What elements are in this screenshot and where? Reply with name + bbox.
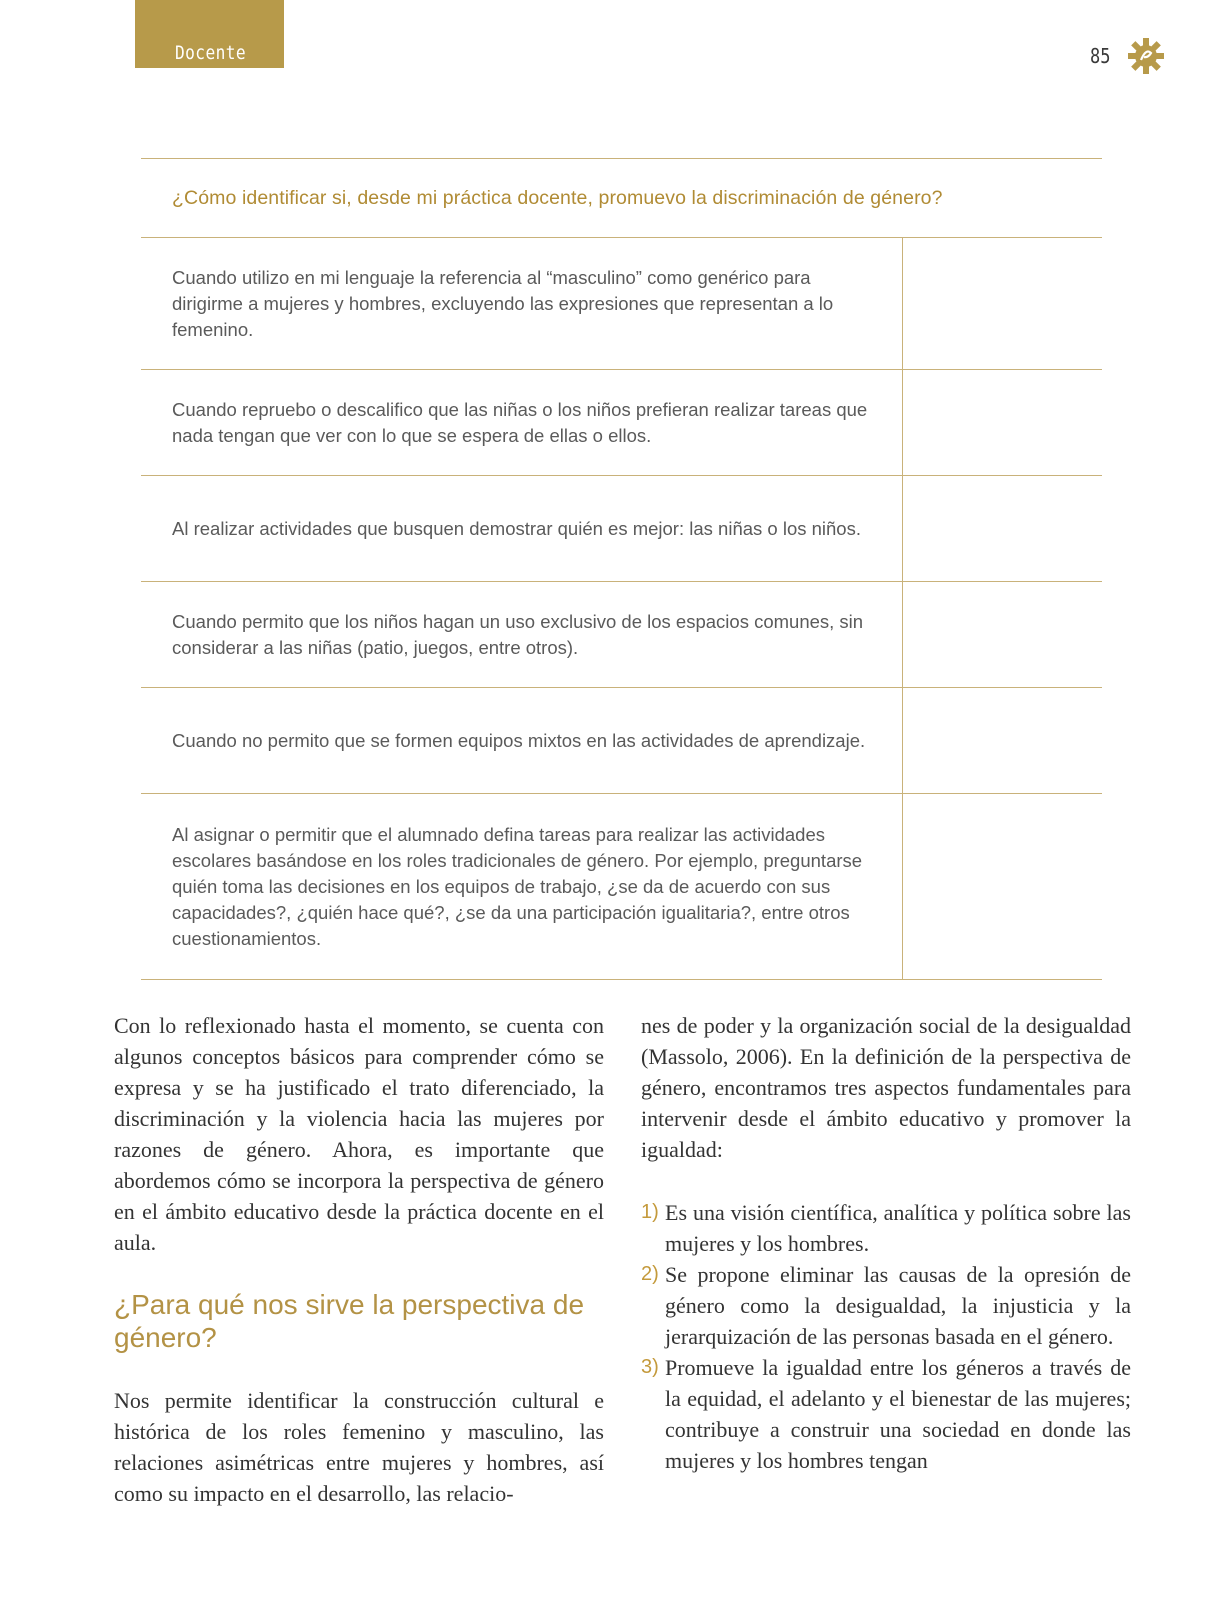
section-label: Docente	[175, 42, 247, 64]
table-cell-empty	[903, 582, 1102, 687]
table-row	[141, 688, 1102, 794]
table-row	[141, 582, 1102, 688]
list-number: 3)	[641, 1356, 659, 1378]
list-item	[641, 1352, 1131, 1476]
section-subheading: ¿Para qué nos sirve la perspectiva de género?	[114, 1289, 585, 1353]
aspects-list	[641, 1197, 1131, 1476]
table-cell-empty	[903, 476, 1102, 581]
intro-paragraph: Con lo reflexionado hasta el momento, se cuenta con algunos conceptos básicos para comprender cómo se expresa y se ha justificado el trato diferenciado, la discriminación y la violencia hacia las mujeres por razones de género. Ahora, es importante que abordemos cómo se incorpora la perspectiva de género en el ámbito educativo desde la práctica docente en el aula.	[114, 1013, 604, 1255]
table-row	[141, 370, 1102, 476]
table-cell-empty	[903, 370, 1102, 475]
table-cell-empty	[903, 688, 1102, 793]
list-item	[641, 1259, 1131, 1352]
list-text: Es una visión científica, analítica y política sobre las mujeres y los hombres.	[665, 1200, 1131, 1256]
table-cell-text: Al asignar o permitir que el alumnado defina tareas para realizar las actividades escolares basándose en los roles tradicionales de género. Por ejemplo, preguntarse quién toma las decisiones en los equipos de trabajo, ¿se da de acuerdo con sus capacidades?, ¿quién hace qué?, ¿se da una participación igualitaria?, entre otros cuestionamientos.	[141, 794, 903, 979]
table-row	[141, 476, 1102, 582]
section-tab	[135, 0, 284, 68]
gear-icon	[1126, 36, 1166, 76]
table-title: ¿Cómo identificar si, desde mi práctica docente, promuevo la discriminación de género?	[172, 186, 943, 209]
table-cell-empty	[903, 238, 1102, 369]
checklist-table	[141, 158, 1102, 980]
list-text: Promueve la igualdad entre los géneros a través de la equidad, el adelanto y el bienestar de las mujeres; contribuye a construir una sociedad en donde las mujeres y los hombres tengan	[665, 1355, 1131, 1473]
table-cell-text: Cuando permito que los niños hagan un uso exclusivo de los espacios comunes, sin considerar a las niñas (patio, juegos, entre otros).	[141, 582, 903, 687]
table-row	[141, 794, 1102, 980]
table-header	[141, 158, 1102, 238]
table-cell-text: Cuando no permito que se formen equipos mixtos en las actividades de aprendizaje.	[141, 688, 903, 793]
table-cell-empty	[903, 794, 1102, 979]
page-number: 85	[1090, 44, 1111, 68]
table-cell-text: Al realizar actividades que busquen demostrar quién es mejor: las niñas o los niños.	[141, 476, 903, 581]
body-paragraph: Nos permite identificar la construcción cultural e histórica de los roles femenino y masculino, las relaciones asimétricas entre mujeres y hombres, así como su impacto en el desarrollo, las relacio-	[114, 1388, 604, 1506]
table-cell-text: Cuando repruebo o descalifico que las niñas o los niños prefieran realizar tareas que nada tengan que ver con lo que se espera de ellas o ellos.	[141, 370, 903, 475]
list-number: 1)	[641, 1201, 659, 1223]
right-column	[641, 1010, 1131, 1476]
body-paragraph-continued: nes de poder y la organización social de la desigualdad (Massolo, 2006). En la definición de la perspectiva de género, encontramos tres aspectos fundamentales para intervenir desde el ámbito educativo y promover la igualdad:	[641, 1013, 1131, 1162]
list-item	[641, 1197, 1131, 1259]
table-cell-text: Cuando utilizo en mi lenguaje la referencia al “masculino” como genérico para dirigirme a mujeres y hombres, excluyendo las expresiones que representan a lo femenino.	[141, 238, 903, 369]
left-column	[114, 1010, 604, 1509]
list-number: 2)	[641, 1263, 659, 1285]
list-text: Se propone eliminar las causas de la opresión de género como la desigualdad, la injusticia y la jerarquización de las personas basada en el género.	[665, 1262, 1131, 1349]
table-row	[141, 238, 1102, 370]
